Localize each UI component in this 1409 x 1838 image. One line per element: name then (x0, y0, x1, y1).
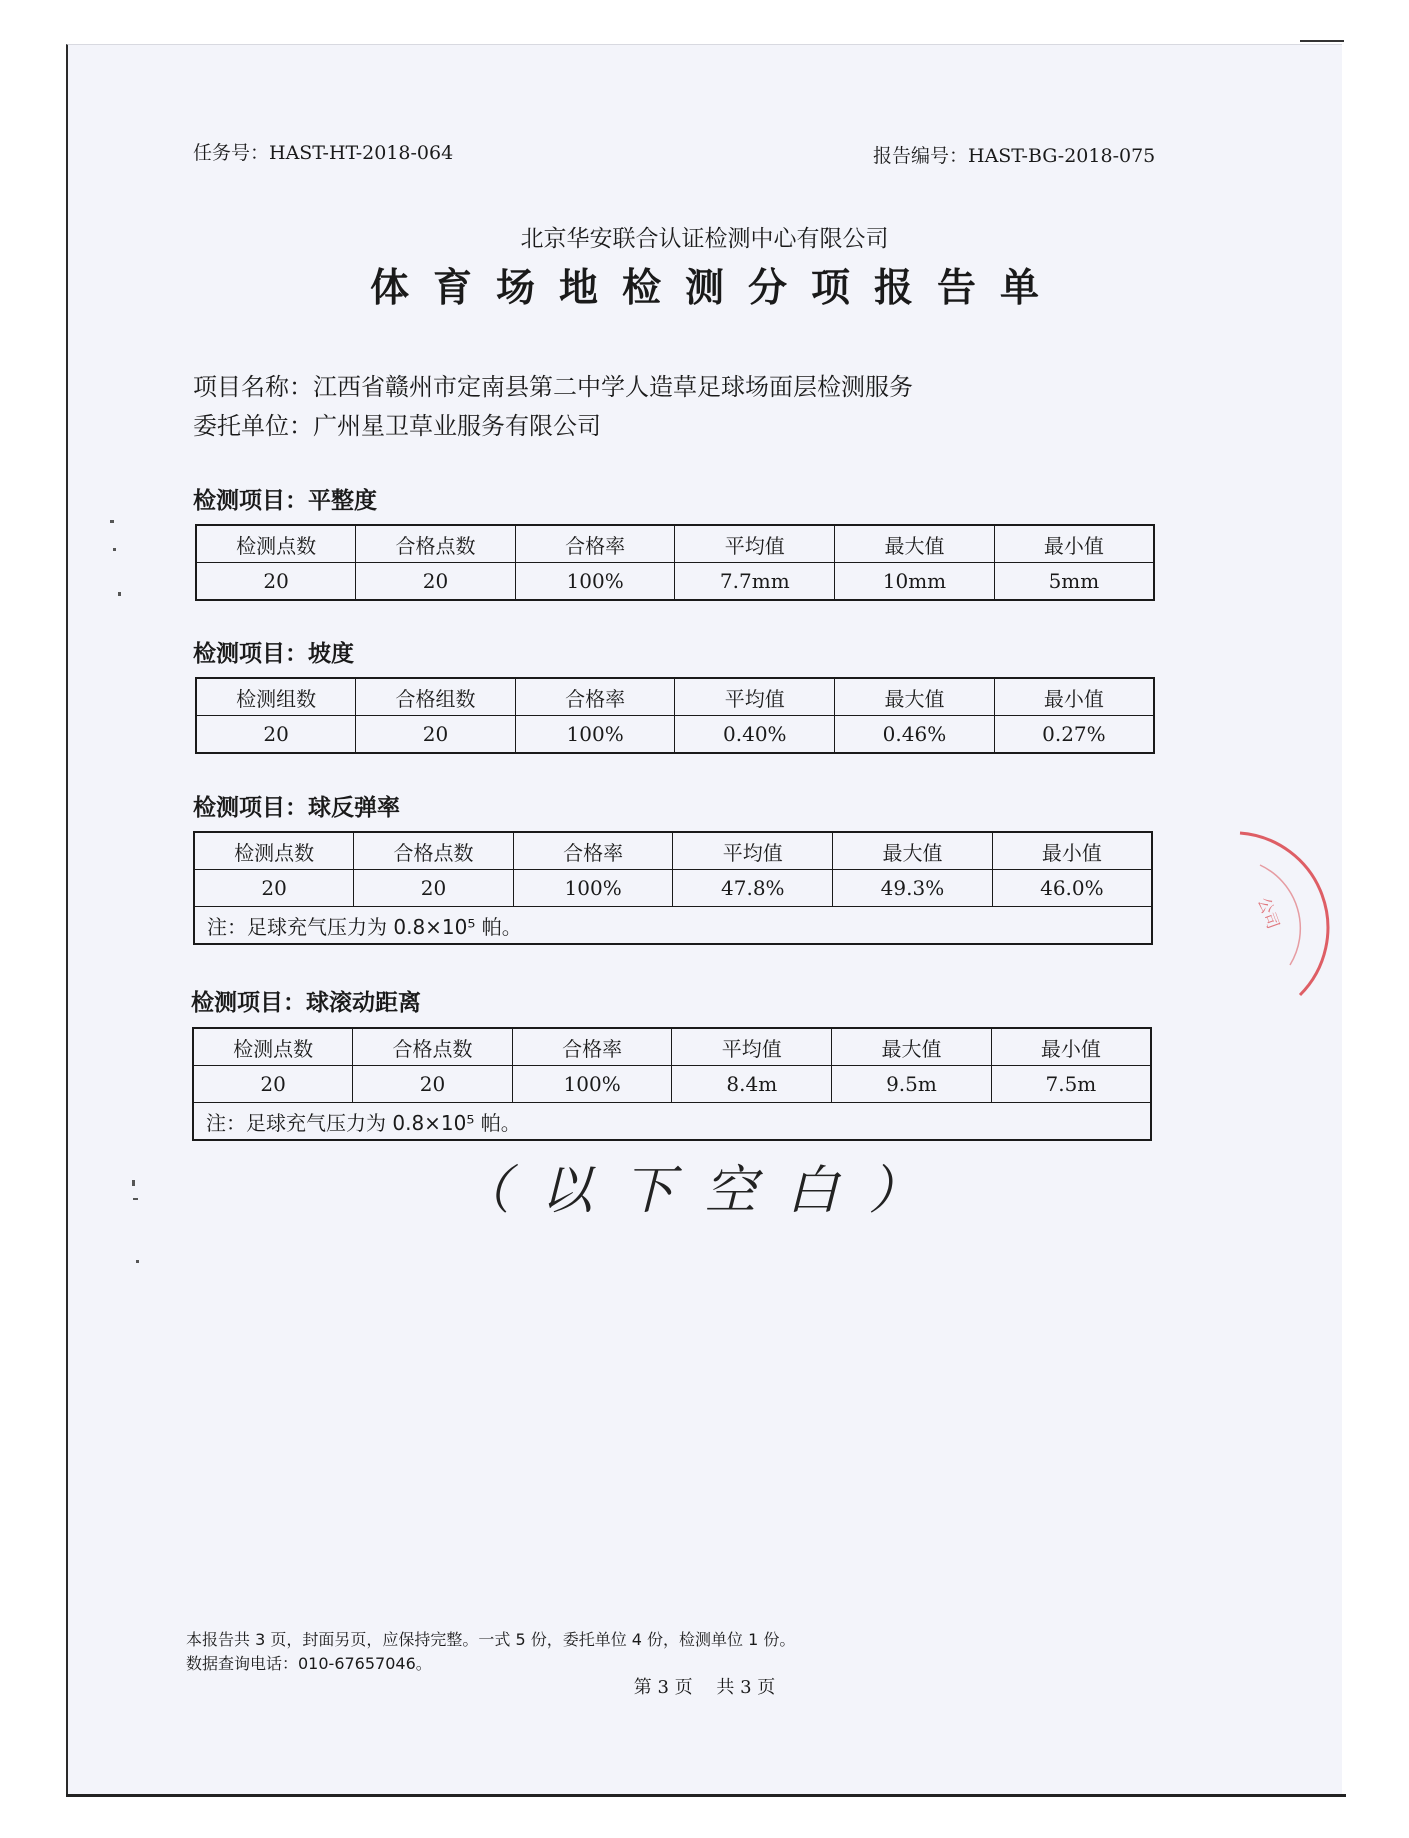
scan-edge-mark (1300, 40, 1344, 42)
table-row (196, 716, 1154, 754)
flatness-table (195, 524, 1155, 601)
table-header-cell: 合格点数 (353, 1028, 513, 1066)
svg-text:公司: 公司 (1254, 894, 1284, 932)
rebound-table (193, 831, 1153, 945)
table-note-row (193, 1103, 1151, 1141)
report-number: 报告编号：HAST-BG-2018-075 (873, 145, 1156, 167)
table-cell: 7.7mm (675, 563, 835, 601)
table-cell: 8.4m (672, 1066, 832, 1103)
table-header-cell: 合格组数 (356, 678, 516, 716)
table-cell: 20 (354, 870, 514, 907)
table-header-cell: 最小值 (991, 1028, 1151, 1066)
table-header-cell: 检测点数 (193, 1028, 353, 1066)
table-header-row (196, 525, 1154, 563)
section-title-flatness: 检测项目：平整度 (193, 488, 377, 514)
table-cell: 100% (515, 716, 675, 754)
table-cell: 20 (356, 563, 516, 601)
table-header-cell: 检测组数 (196, 678, 356, 716)
table-header-cell: 平均值 (675, 525, 835, 563)
table-header-cell: 平均值 (672, 1028, 832, 1066)
table-header-cell: 检测点数 (196, 525, 356, 563)
section-title-roll-distance: 检测项目：球滚动距离 (191, 990, 421, 1016)
table-cell: 20 (193, 1066, 353, 1103)
table-header-row (193, 1028, 1151, 1066)
table-note-row (194, 907, 1152, 945)
table-header-cell: 合格率 (513, 832, 673, 870)
scan-speck (110, 520, 114, 523)
official-seal-stamp (1230, 825, 1380, 1000)
page-number: 第 3 页 共 3 页 (633, 1677, 776, 1698)
table-cell: 9.5m (832, 1066, 992, 1103)
table-cell: 20 (196, 716, 356, 754)
table-header-row (196, 678, 1154, 716)
scan-speck (113, 548, 116, 551)
table-header-cell: 最小值 (992, 832, 1152, 870)
task-number: 任务号：HAST-HT-2018-064 (193, 142, 454, 164)
table-cell: 49.3% (833, 870, 993, 907)
table-cell: 46.0% (992, 870, 1152, 907)
table-row (194, 870, 1152, 907)
table-header-cell: 最大值 (835, 525, 995, 563)
table-cell: 0.27% (994, 716, 1154, 754)
table-cell: 20 (356, 716, 516, 754)
project-name: 项目名称：江西省赣州市定南县第二中学人造草足球场面层检测服务 (193, 373, 913, 401)
table-cell: 20 (196, 563, 356, 601)
table-cell: 0.40% (675, 716, 835, 754)
table-header-cell: 最大值 (832, 1028, 992, 1066)
footer-note: 本报告共 3 页，封面另页，应保持完整。一式 5 份，委托单位 4 份，检测单位 1 份。 (186, 1630, 796, 1649)
table-note: 注：足球充气压力为 0.8×10⁵ 帕。 (194, 907, 1152, 945)
table-cell: 100% (513, 870, 673, 907)
table-header-cell: 检测点数 (194, 832, 354, 870)
table-cell: 10mm (835, 563, 995, 601)
table-cell: 20 (194, 870, 354, 907)
table-row (196, 563, 1154, 601)
company-name: 北京华安联合认证检测中心有限公司 (520, 226, 889, 252)
table-header-cell: 合格点数 (354, 832, 514, 870)
table-header-cell: 合格率 (512, 1028, 672, 1066)
table-header-cell: 合格率 (515, 678, 675, 716)
table-header-cell: 最小值 (994, 678, 1154, 716)
scan-speck (118, 592, 121, 596)
table-header-cell: 平均值 (675, 678, 835, 716)
client-name: 委托单位：广州星卫草业服务有限公司 (193, 412, 601, 440)
scan-edge-mark (66, 1794, 1346, 1797)
table-row (193, 1066, 1151, 1103)
table-cell: 47.8% (673, 870, 833, 907)
table-cell: 0.46% (835, 716, 995, 754)
table-cell: 5mm (994, 563, 1154, 601)
table-header-row (194, 832, 1152, 870)
table-header-cell: 平均值 (673, 832, 833, 870)
table-header-cell: 最小值 (994, 525, 1154, 563)
table-cell: 100% (515, 563, 675, 601)
slope-table (195, 677, 1155, 754)
blank-below-handwritten: （以下空白） (458, 1161, 951, 1221)
section-title-slope: 检测项目：坡度 (193, 641, 354, 667)
table-cell: 100% (512, 1066, 672, 1103)
section-title-rebound: 检测项目：球反弹率 (193, 795, 400, 821)
scan-speck (136, 1260, 139, 1263)
footer-phone: 数据查询电话：010-67657046。 (186, 1654, 432, 1673)
table-header-cell: 最大值 (835, 678, 995, 716)
table-cell: 7.5m (991, 1066, 1151, 1103)
table-header-cell: 合格率 (515, 525, 675, 563)
roll-distance-table (192, 1027, 1152, 1141)
table-header-cell: 最大值 (833, 832, 993, 870)
table-note: 注：足球充气压力为 0.8×10⁵ 帕。 (193, 1103, 1151, 1141)
table-header-cell: 合格点数 (356, 525, 516, 563)
report-title: 体育场地检测分项报告单 (369, 266, 1063, 311)
table-cell: 20 (353, 1066, 513, 1103)
